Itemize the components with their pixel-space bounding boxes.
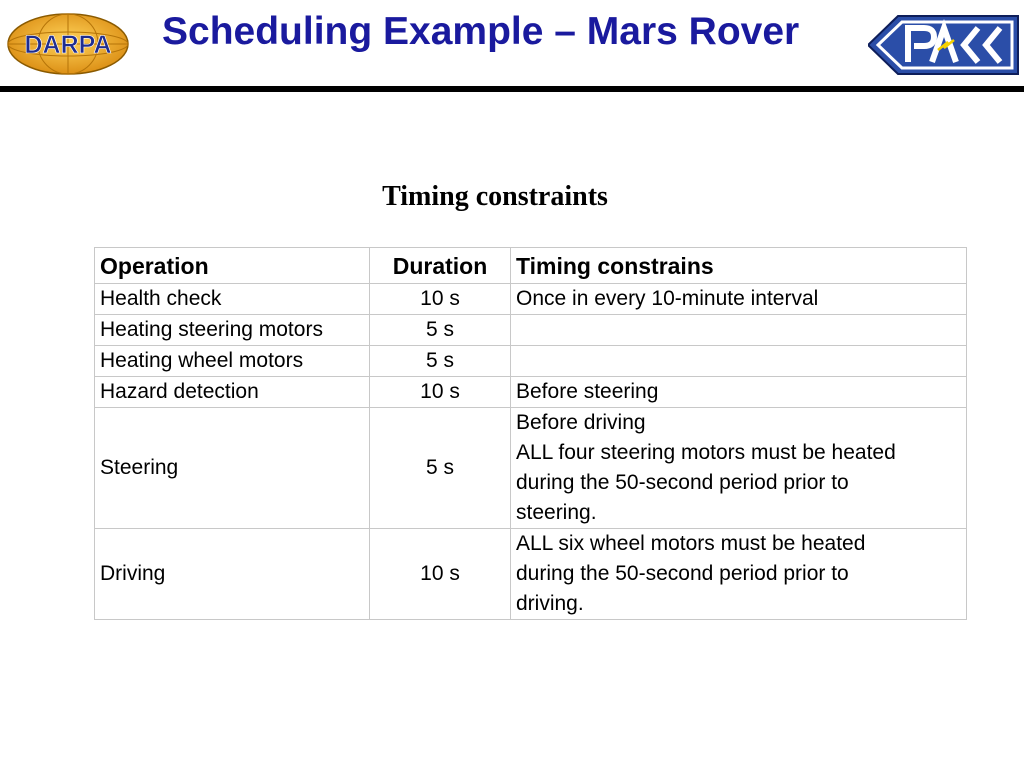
table-row bbox=[95, 377, 967, 408]
operation-cell: Health check bbox=[95, 284, 370, 315]
header-divider bbox=[0, 86, 1024, 92]
column-header-operation: Operation bbox=[95, 248, 370, 284]
constraints-cell bbox=[511, 315, 967, 346]
constraint-line: during the 50-second period prior to bbox=[516, 471, 849, 494]
darpa-logo-text: DARPA bbox=[24, 31, 112, 59]
operation-cell: Hazard detection bbox=[95, 377, 370, 408]
duration-cell: 10 s bbox=[370, 284, 511, 315]
constraint-line: during the 50-second period prior to bbox=[516, 562, 849, 585]
operation-cell: Heating wheel motors bbox=[95, 346, 370, 377]
constraint-line: ALL six wheel motors must be heated bbox=[516, 532, 866, 555]
duration-cell: 5 s bbox=[370, 315, 511, 346]
table-row bbox=[95, 315, 967, 346]
table-row bbox=[95, 346, 967, 377]
pace-logo bbox=[868, 14, 1024, 76]
constraints-cell bbox=[511, 529, 967, 620]
duration-cell: 10 s bbox=[370, 529, 511, 620]
constraints-cell bbox=[511, 346, 967, 377]
darpa-logo bbox=[6, 12, 130, 76]
page-title: Scheduling Example – Mars Rover bbox=[162, 10, 800, 53]
table-row bbox=[95, 284, 967, 315]
operation-cell: Steering bbox=[95, 408, 370, 529]
table-row bbox=[95, 529, 967, 620]
duration-cell: 5 s bbox=[370, 408, 511, 529]
constraint-line: steering. bbox=[516, 501, 597, 524]
operation-cell: Driving bbox=[95, 529, 370, 620]
constraints-cell bbox=[511, 408, 967, 529]
duration-cell: 10 s bbox=[370, 377, 511, 408]
constraint-line: Before steering bbox=[516, 380, 659, 403]
constraint-line: ALL four steering motors must be heated bbox=[516, 441, 896, 464]
operation-cell: Heating steering motors bbox=[95, 315, 370, 346]
column-header-duration: Duration bbox=[370, 248, 511, 284]
duration-cell: 5 s bbox=[370, 346, 511, 377]
pace-logo-text: PACE bbox=[868, 14, 871, 15]
constraint-line: Once in every 10-minute interval bbox=[516, 287, 819, 310]
timing-constraints-table bbox=[94, 247, 967, 620]
table-heading: Timing constraints bbox=[382, 181, 608, 212]
column-header-timing-constraints: Timing constrains bbox=[511, 248, 967, 284]
slide-header bbox=[0, 0, 1024, 96]
constraints-cell bbox=[511, 284, 967, 315]
table-header-row bbox=[95, 248, 967, 284]
table-row bbox=[95, 408, 967, 529]
constraint-line: Before driving bbox=[516, 411, 646, 434]
constraints-cell bbox=[511, 377, 967, 408]
constraint-line: driving. bbox=[516, 592, 584, 615]
